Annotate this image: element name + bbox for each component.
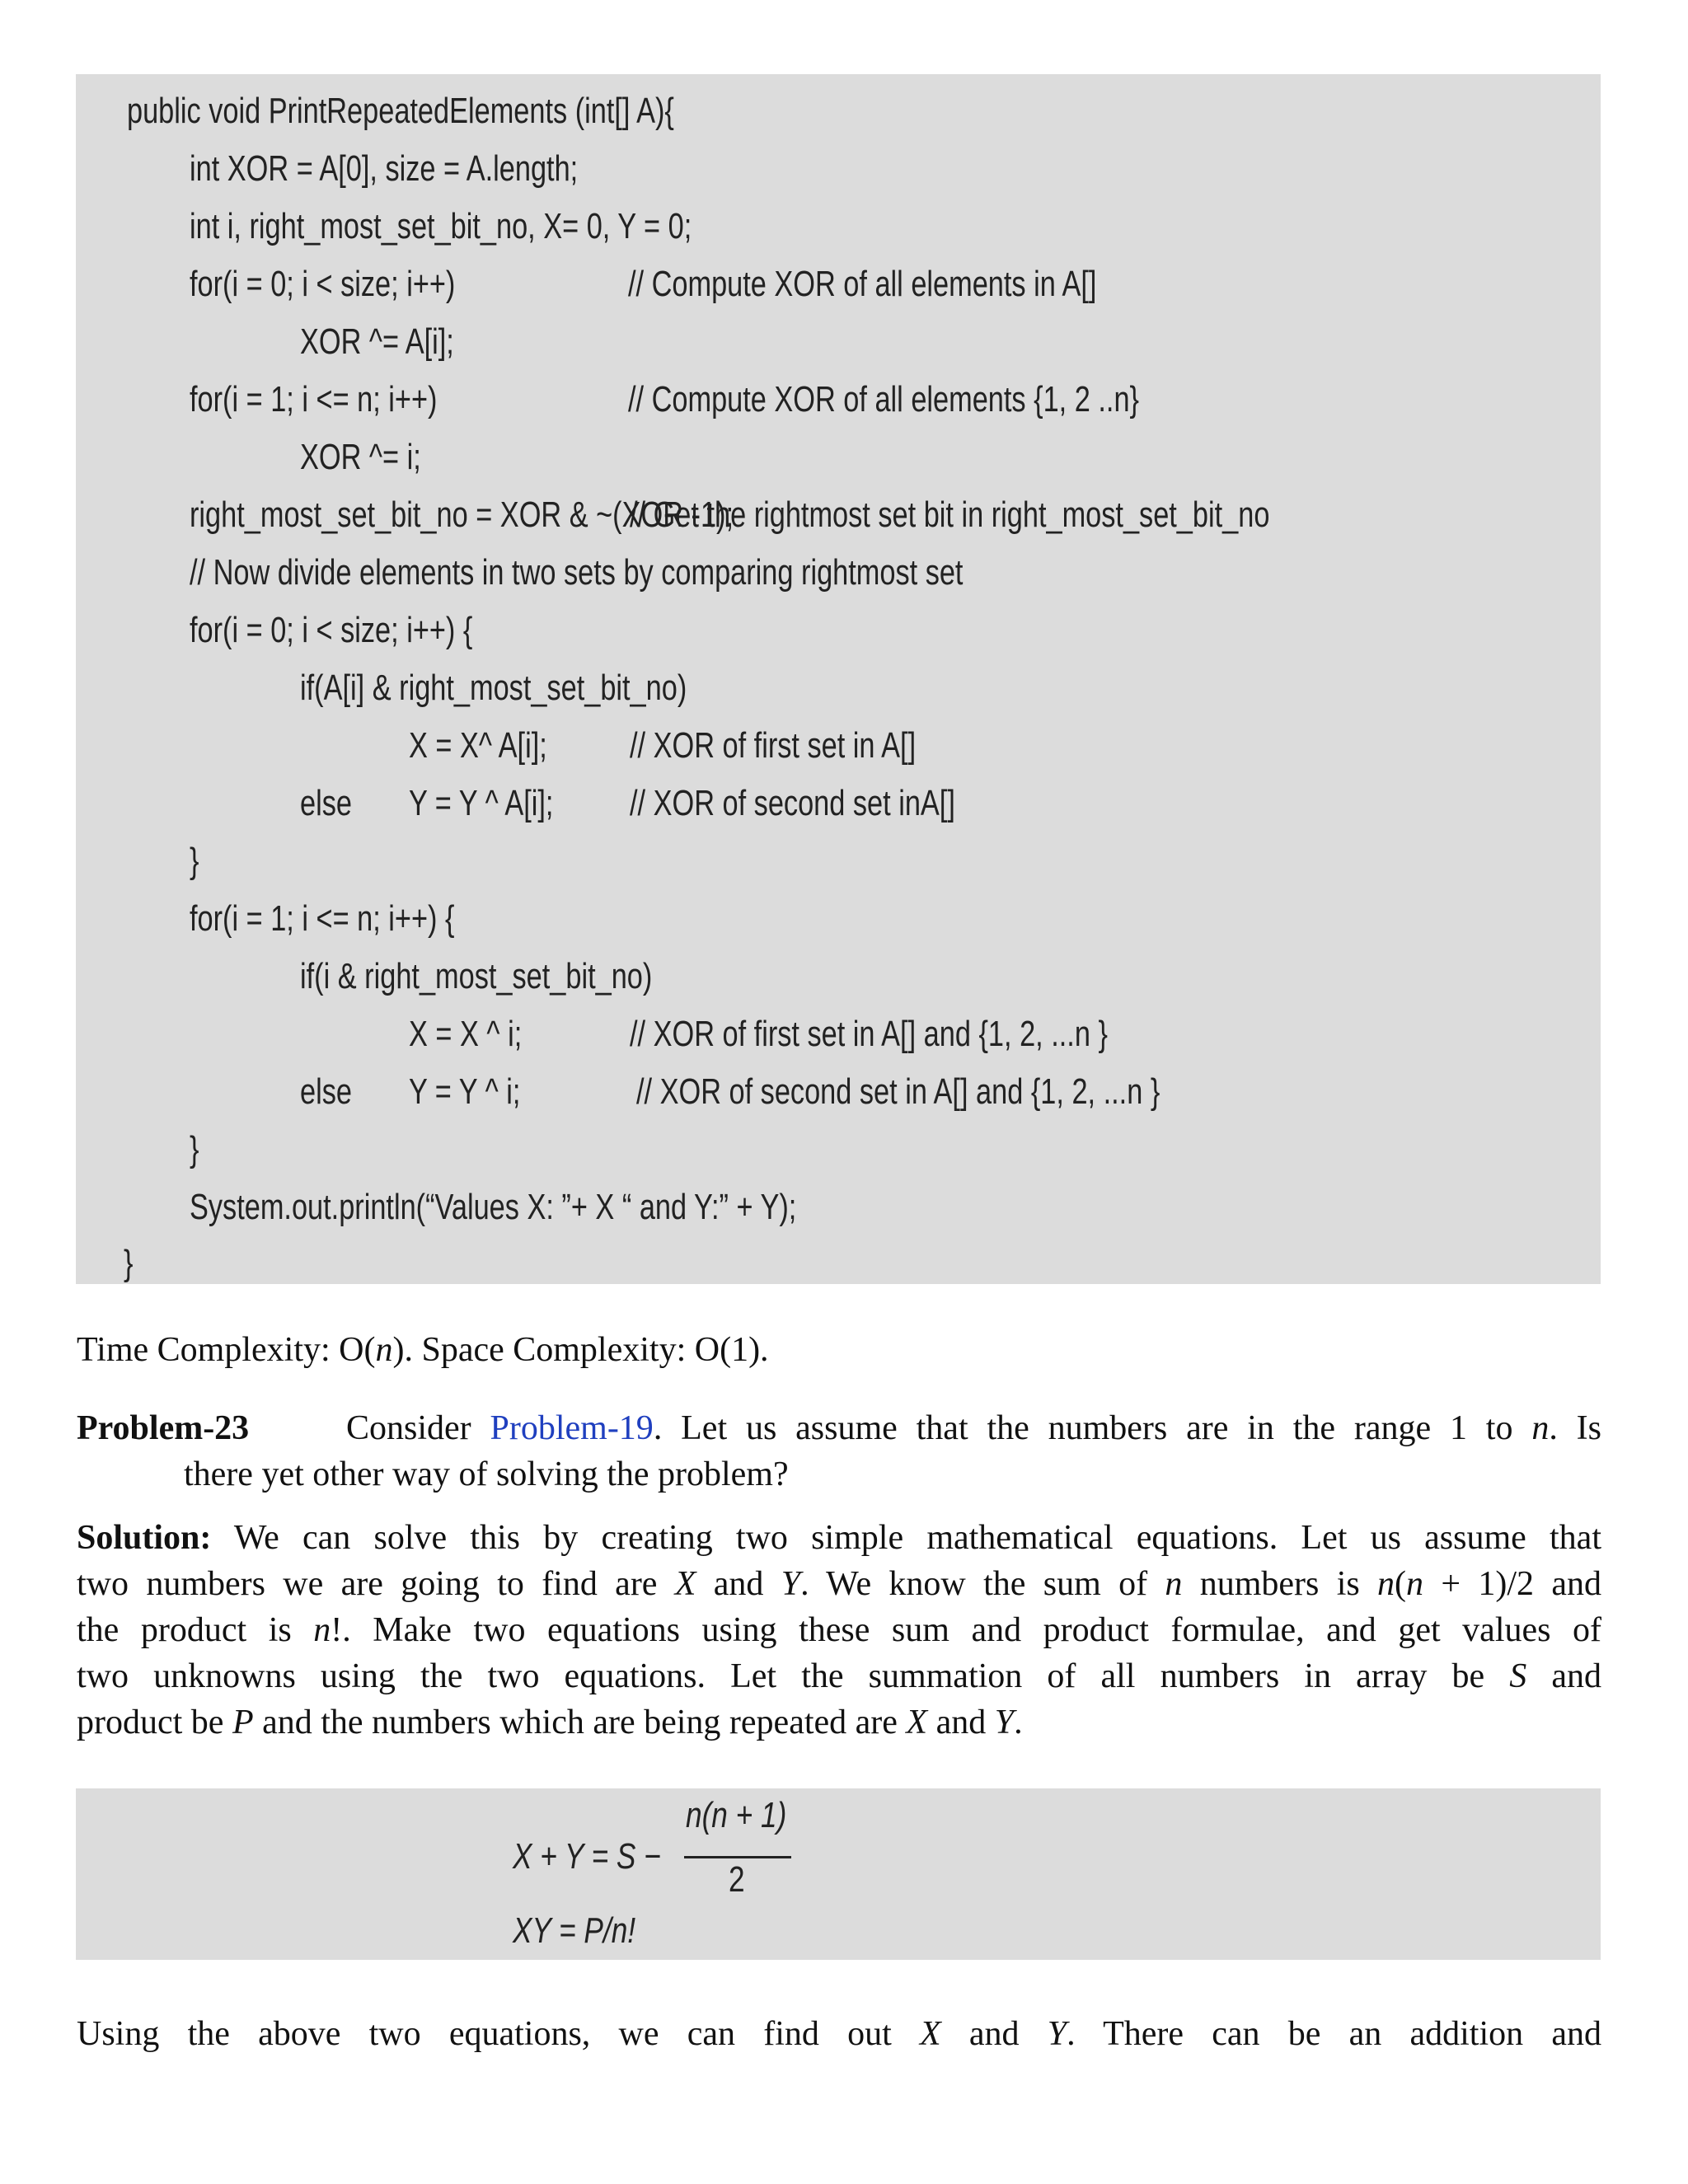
- equation-1-left: X + Y = S −: [513, 1836, 661, 1877]
- solution-line-3: [77, 1607, 1601, 1653]
- solution-text: two numbers we are going to find are: [77, 1565, 675, 1603]
- code-line: right_most_set_bit_no = XOR & ~(XOR -1);: [190, 494, 734, 535]
- code-comment: // XOR of first set in A[] and {1, 2, ...n }: [630, 1014, 1108, 1054]
- code-keyword: else: [300, 783, 352, 823]
- code-line: for(i = 0; i < size; i++) {: [190, 610, 473, 650]
- code-line-signature: public void PrintRepeatedElements (int[] A){: [127, 91, 674, 131]
- complexity-text: ). Space Complexity: O(1).: [392, 1331, 769, 1369]
- complexity-var: n: [375, 1331, 393, 1369]
- code-keyword: else: [300, 1071, 352, 1112]
- solution-text: the product is: [77, 1611, 314, 1649]
- problem-text-part: . Let us assume that the numbers are in the range 1 to: [653, 1409, 1532, 1447]
- code-line: if(i & right_most_set_bit_no): [300, 956, 653, 996]
- complexity-line: [77, 1327, 769, 1373]
- solution-text: two unknowns using the two equations. Let the summation of all numbers in array be: [77, 1657, 1510, 1695]
- solution-var: P: [232, 1704, 254, 1741]
- problem-text-part: Consider: [346, 1409, 490, 1447]
- code-line: System.out.println(“Values X: ”+ X “ and Y:” + Y);: [190, 1187, 797, 1227]
- problem-text: [346, 1405, 1601, 1451]
- problem-text-part: . Is: [1549, 1409, 1601, 1447]
- problem-line-2: there yet other way of solving the problem?: [184, 1455, 789, 1493]
- solution-text: .: [1014, 1704, 1023, 1741]
- solution-text: + 1)/2 and: [1423, 1565, 1601, 1603]
- solution-var: n: [1406, 1565, 1424, 1603]
- solution-var: S: [1509, 1657, 1527, 1695]
- closing-var: X: [920, 2015, 941, 2053]
- code-brace: }: [124, 1243, 134, 1283]
- code-comment: // XOR of second set in A[] and {1, 2, ...n }: [636, 1071, 1160, 1112]
- code-line: if(A[i] & right_most_set_bit_no): [300, 668, 687, 708]
- solution-var: n: [313, 1611, 331, 1649]
- solution-line-2: [77, 1561, 1601, 1607]
- code-comment: // Compute XOR of all elements in A[]: [628, 264, 1097, 304]
- closing-line: [77, 2011, 1601, 2057]
- solution-var: n: [1377, 1565, 1395, 1603]
- solution-var: Y: [781, 1565, 801, 1603]
- equation-block: [76, 1788, 1601, 1960]
- code-brace: }: [190, 1129, 199, 1169]
- code-line: int i, right_most_set_bit_no, X= 0, Y = 0;: [190, 206, 692, 246]
- solution-text: and: [927, 1704, 995, 1741]
- code-comment: // Get the rightmost set bit in right_most_set_bit_no: [630, 494, 1270, 535]
- fraction-bar: [684, 1856, 791, 1858]
- closing-var: Y: [1047, 2015, 1067, 2053]
- code-line: XOR ^= A[i];: [300, 321, 454, 362]
- closing-text: . There can be an addition and: [1067, 2015, 1601, 2053]
- solution-line-4: [77, 1653, 1601, 1699]
- code-line: X = X ^ i;: [409, 1014, 523, 1054]
- code-comment: // Compute XOR of all elements {1, 2 ..n}: [628, 379, 1139, 419]
- code-line: Y = Y ^ A[i];: [409, 783, 554, 823]
- code-comment: // XOR of second set inA[]: [630, 783, 955, 823]
- solution-var: n: [1165, 1565, 1183, 1603]
- solution-text: and: [696, 1565, 781, 1603]
- closing-text: Using the above two equations, we can find out: [77, 2015, 921, 2053]
- solution-text: and: [1526, 1657, 1601, 1695]
- solution-text: . We know the sum of: [800, 1565, 1165, 1603]
- solution-text: product be: [77, 1704, 232, 1741]
- solution-text: (: [1395, 1565, 1407, 1603]
- problem-var: n: [1531, 1409, 1550, 1447]
- closing-text: and: [940, 2015, 1048, 2053]
- solution-var: Y: [994, 1704, 1015, 1741]
- solution-text: numbers is: [1182, 1565, 1378, 1603]
- equation-2: XY = P/n!: [513, 1910, 636, 1951]
- solution-paragraph: [77, 1515, 1601, 1746]
- code-line: for(i = 1; i <= n; i++): [190, 379, 438, 419]
- complexity-text: Time Complexity: O(: [77, 1331, 376, 1369]
- solution-var: X: [906, 1704, 928, 1741]
- problem-label: Problem-23: [77, 1409, 250, 1447]
- solution-text: We can solve this by creating two simple mathematical equations. Let us assume that: [233, 1519, 1601, 1557]
- problem-19-link[interactable]: Problem-19: [490, 1409, 654, 1447]
- code-line: int XOR = A[0], size = A.length;: [190, 148, 579, 189]
- solution-line-5: [77, 1699, 1601, 1746]
- solution-text: !. Make two equations using these sum and product formulae, and get values of: [331, 1611, 1602, 1649]
- code-line: for(i = 1; i <= n; i++) {: [190, 898, 455, 939]
- code-line: for(i = 0; i < size; i++): [190, 264, 456, 304]
- equation-1-denominator: 2: [729, 1859, 745, 1900]
- solution-label: Solution:: [77, 1519, 212, 1557]
- code-comment: // Now divide elements in two sets by comparing rightmost set: [190, 552, 964, 593]
- solution-line-1: [77, 1515, 1601, 1561]
- code-line: Y = Y ^ i;: [409, 1071, 521, 1112]
- solution-text: and the numbers which are being repeated are: [253, 1704, 907, 1741]
- problem-line-1: [77, 1405, 1601, 1451]
- code-block: [76, 74, 1601, 1284]
- equation-1-numerator: n(n + 1): [686, 1795, 787, 1835]
- problem-statement: [77, 1405, 1601, 1497]
- code-line: X = X^ A[i];: [409, 725, 547, 766]
- solution-var: X: [674, 1565, 696, 1603]
- code-brace: }: [190, 841, 199, 881]
- code-comment: // XOR of first set in A[]: [630, 725, 917, 766]
- code-line: XOR ^= i;: [300, 437, 421, 477]
